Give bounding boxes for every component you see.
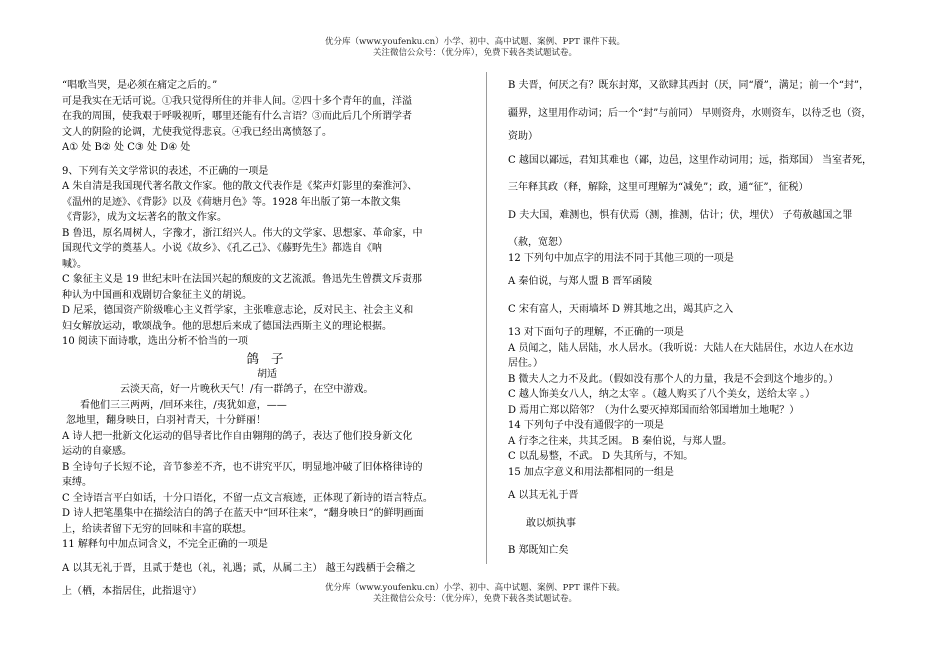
q10-option: 运动的自豪感。 [62, 446, 132, 457]
q10-intro: 10 阅读下面诗歌，选出分析不恰当的一项 [62, 336, 248, 347]
q10-option: C 全诗语言平白如话，十分口语化，不留一点文言痕迹，正体现了新诗的语言特点。 [62, 492, 433, 504]
q13-text: 居住。） [508, 358, 543, 369]
q12-intro: 12 下列句中加点字的用法不同于其他三项的一项是 [508, 252, 734, 264]
q10-option: A 诗人把一批新文化运动的倡导者比作自由翱翔的鸽子，表达了他们投身新文化 [62, 430, 413, 442]
q13-text: C 越人饰美女八人，纳之太宰 。（越人购买了八个美女，送给太宰 。） [508, 389, 816, 400]
poem-line: 看他们三三两两，/回环来往，/夷犹如意，—— [80, 399, 287, 411]
q11-option-a: A 以其无礼于晋，且贰于楚也（礼，礼遇；贰，从属二主） 越王勾践栖于会稽之 [62, 562, 416, 574]
q11-option-d: D 夫大国，难测也，惧有伏焉（测，推测，估计；伏，埋伏） 子苟赦越国之罪 [508, 209, 853, 221]
passage-line: 文人的阴险的论调，尤使我觉得悲哀。④我已经出离愤怒了。 [62, 126, 332, 138]
header-line-2: 关注微信公众号：（优分库），免费下载各类试题试卷。 [372, 48, 577, 58]
q15-option-a2: 敢以烦执事 [526, 517, 576, 529]
q9-text: 喊》。 [62, 258, 87, 270]
q13-text: A 员闻之，陆人居陆，水人居水。（我听说：大陆人在大陆居住，水边人在水边 [508, 342, 854, 354]
q8-options: A① 处 B② 处 C③ 处 D④ 处 [62, 142, 191, 153]
column-divider [486, 72, 487, 564]
q14-text: A 行李之往来，共其乏困。 B 秦伯说，与郑人盟。 [508, 435, 733, 447]
q15-intro: 15 加点字意义和用法都相同的一组是 [508, 466, 674, 478]
left-column [62, 78, 472, 600]
footer-line-1: 优分库（www.youfenku.cn）小学、初中、高中试题、案例、PPT 课件下载。 [325, 583, 625, 593]
q13-text: D 焉用亡郑以陪邻？（为什么要灭掉郑国而给邻国增加土地呢？） [508, 404, 800, 416]
q14-text: 14 下列句子中没有通假字的一项是 [508, 420, 664, 431]
q11-intro: 11 解释句中加点词含义，不完全正确的一项是 [62, 539, 268, 550]
passage-line: “唱歌当哭，是必须在痛定之后的。” [62, 80, 218, 91]
q14-text: C 以乱易整，不武。 D 失其所与，不知。 [508, 451, 694, 462]
q9-text: 种认为中国画和戏剧切合象征主义的胡说。 [62, 289, 252, 301]
q9-text: 《背影》，成为文坛著名的散文作家。 [62, 212, 227, 223]
right-column [508, 78, 896, 559]
q11-option-b: B 夫晋，何厌之有？既东封郑，又欲肆其西封（厌，同“餍”，满足；前一个“封”， [508, 80, 869, 91]
q10-option: 束缚。 [62, 477, 92, 488]
q10-option: 上，给读者留下无穷的回味和丰富的联想。 [62, 523, 252, 535]
q11-option-a: 上（栖，本指居住，此指退守） [62, 586, 202, 597]
q9-text: 妇女解放运动，歌颂战争。他的思想后来成了德国法西斯主义的理论根据。 [62, 320, 392, 332]
footer-line-2: 关注微信公众号：（优分库），免费下载各类试题试卷。 [372, 594, 577, 604]
poem-line: 忽地里，翻身映日，白羽衬青天，十分鲜丽！ [66, 415, 266, 426]
passage-line: 可是我实在无话可说。①我只觉得所住的并非人间。②四十多个青年的血，洋溢 [62, 95, 412, 107]
q10-option: B 全诗句子长短不论，音节参差不齐，也不讲究平仄，明显地冲破了旧体格律诗的 [62, 461, 423, 473]
poem-line: 云淡天高，好一片晚秋天气！/有一群鸽子，在空中游戏。 [120, 384, 374, 395]
q11-option-c: C 越国以鄙远，君知其难也（鄙，边邑，这里作动词用；远，指郑国） 当室者死， [508, 154, 873, 166]
passage-line: 在我的周围，使我艰于呼吸视听，哪里还能有什么言语？③而此后几个所谓学者 [62, 111, 412, 122]
q10-option: D 诗人把笔墨集中在描绘洁白的鸽子在蓝天中“回环往来”，“翻身映日”的鲜明画面 [62, 508, 424, 519]
page-footer [0, 583, 950, 605]
q11-option-b: 疆界，这里用作动词；后一个“封”与前同） 早则资舟，水则资车，以待乏也（资， [508, 107, 872, 119]
poem-title: 鸽 子 [246, 350, 288, 366]
q12-options-cd: C 宋有富人，天雨墙坏 D 辨其地之出，竭其庐之入 [508, 303, 734, 315]
q12-options-ab: A 秦伯说，与郑人盟 B 晋军函陵 [508, 276, 653, 287]
q11-option-b: 资助） [508, 131, 538, 142]
q13-text: B 微夫人之力不及此。（假如没有那个人的力量，我是不会到这个地步的。） [508, 373, 839, 385]
q9-text: 国现代文学的奠基人。小说《故乡》、《孔乙己》、《藤野先生》都选自《呐 [62, 243, 382, 254]
q11-option-d: （赦，宽恕） [508, 237, 568, 248]
page-header [0, 37, 950, 59]
poem-author: 胡适 [257, 368, 277, 380]
header-line-1: 优分库（www.youfenku.cn）小学、初中、高中试题、案例、PPT 课件下载。 [325, 37, 625, 47]
q9-text: C 象征主义是 19 世纪末叶在法国兴起的颓废的文艺流派。鲁迅先生曾撰文斥责那 [62, 274, 422, 285]
q13-text: 13 对下面句子的理解，不正确的一项是 [508, 327, 684, 338]
q9-text: 9、下列有关文学常识的表述，不正确的一项是 [62, 165, 269, 177]
q9-text: A 朱自清是我国现代著名散文作家。他的散文代表作是《桨声灯影里的秦淮河》、 [62, 181, 418, 192]
q9-text: D 尼采，德国资产阶级唯心主义哲学家，主张唯意志论，反对民主、社会主义和 [62, 305, 414, 316]
q9-text: 《温州的足迹》、《背影》以及《荷塘月色》等。1928 年出版了第一本散文集 [62, 196, 401, 208]
q9-text: B 鲁迅，原名周树人，字豫才，浙江绍兴人。伟大的文学家、思想家、革命家，中 [62, 227, 423, 239]
q15-option-b: B 郑既知亡矣 [508, 545, 569, 556]
q11-option-c: 三年释其政（释，解除，这里可理解为“减免”；政，通“征”，征税） [508, 182, 809, 193]
q15-option-a: A 以其无礼于晋 [508, 490, 579, 501]
